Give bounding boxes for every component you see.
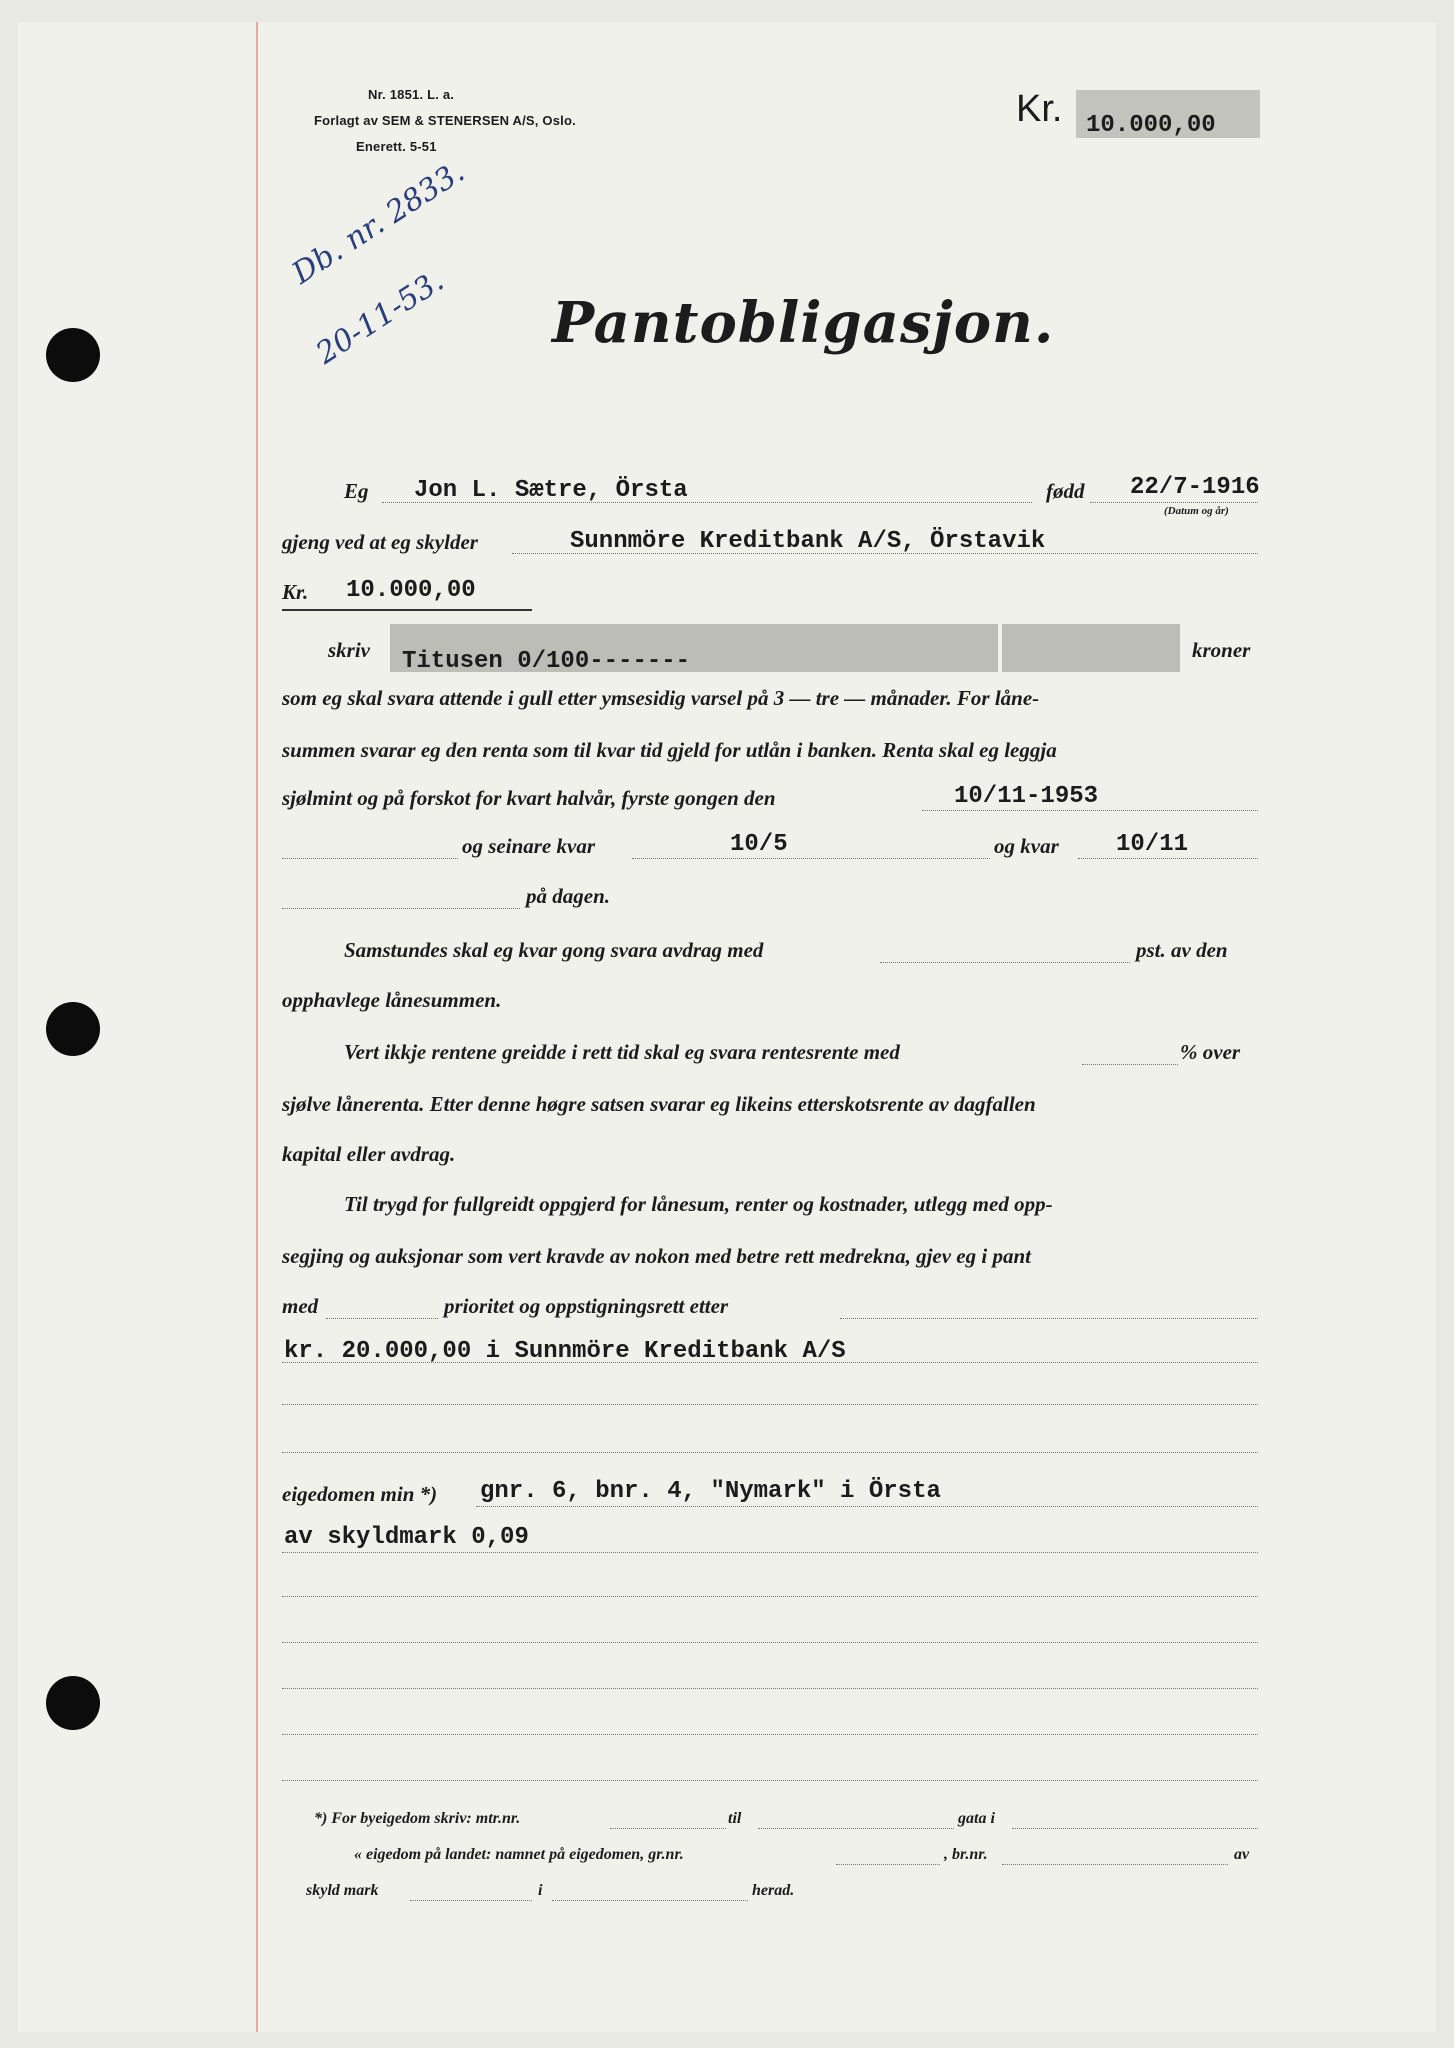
handwritten-register-date: 20-11-53. xyxy=(310,263,451,372)
security-line-3-suffix: prioritet og oppstigningsrett etter xyxy=(444,1294,729,1318)
copyright-line: Enerett. 5-51 xyxy=(356,139,437,154)
priority-fill-line xyxy=(326,1318,438,1319)
installments-fill-line xyxy=(880,962,1130,963)
repayment-line-5: på dagen. xyxy=(526,884,610,908)
repayment-line-4: og seinare kvar xyxy=(462,834,595,858)
property-fill-line xyxy=(476,1506,1258,1507)
header-amount-value: 10.000,00 xyxy=(1086,112,1216,139)
penalty-line-3: kapital eller avdrag. xyxy=(282,1142,456,1166)
blank-fill-line xyxy=(282,1404,1258,1405)
installments-line-1: Samstundes skal eg kvar gong svara avdrag med xyxy=(344,938,764,962)
footnote-fill-line xyxy=(610,1828,726,1829)
margin-rule xyxy=(256,22,258,2032)
amount-words-value: Titusen 0/100------- xyxy=(402,648,691,675)
footnote-fill-line xyxy=(758,1828,954,1829)
blank-fill-line xyxy=(282,1780,1258,1781)
repayment-line-2: summen svarar eg den renta som til kvar tid gjeld for utlån i banken. Renta skal eg leggja xyxy=(282,738,1057,762)
creditor-name: Sunnmöre Kreditbank A/S, Örstavik xyxy=(570,528,1046,555)
date-a-fill-line xyxy=(632,858,990,859)
footnote-line-3-c: herad. xyxy=(752,1882,795,1899)
footnote-line-3: skyld mark xyxy=(306,1882,379,1899)
security-line-2: segjing og auksjonar som vert kravde av nokon med betre rett medrekna, gjev eg i pant xyxy=(282,1244,1031,1268)
publisher-line: Forlagt av SEM & STENERSEN A/S, Oslo. xyxy=(314,113,576,128)
repayment-and-each: og kvar xyxy=(994,834,1059,858)
footnote-line-2: « eigedom på landet: namnet på eigedomen, gr.nr. xyxy=(354,1846,684,1863)
penalty-line-1: Vert ikkje rentene greidde i rett tid skal eg svara rentesrente med xyxy=(344,1040,900,1064)
repayment-fill-line xyxy=(282,858,458,859)
born-date: 22/7-1916 xyxy=(1130,474,1260,501)
born-date-hint: (Datum og år) xyxy=(1164,505,1229,517)
property-label: eigedomen min *) xyxy=(282,1482,438,1506)
loan-amount-label: Kr. xyxy=(282,580,309,604)
footnote-fill-line xyxy=(410,1900,532,1901)
penalty-suffix: % over xyxy=(1180,1040,1241,1064)
born-fill-line xyxy=(1090,502,1258,503)
creditor-prefix: gjeng ved at eg skylder xyxy=(282,530,478,554)
footnote-fill-line xyxy=(1002,1864,1228,1865)
form-number: Nr. 1851. L. a. xyxy=(368,87,455,102)
blank-fill-line xyxy=(282,1688,1258,1689)
handwritten-register-number: Db. nr. 2833. xyxy=(286,154,471,292)
property-fill-line xyxy=(282,1552,1258,1553)
later-date-a: 10/5 xyxy=(730,831,788,858)
repayment-line-1: som eg skal svara attende i gull etter ymsesidig varsel på 3 — tre — månader. For låne- xyxy=(282,686,1040,710)
footnote-fill-line xyxy=(836,1864,940,1865)
footnote-line-1-b: til xyxy=(728,1810,742,1827)
footnote-line-2-c: av xyxy=(1234,1846,1250,1863)
footnote-line-1: *) For byeigedom skriv: mtr.nr. xyxy=(314,1810,521,1827)
first-date-fill-line xyxy=(922,810,1258,811)
punch-hole xyxy=(46,1676,100,1730)
footnote-fill-line xyxy=(552,1900,748,1901)
amount-words-label: skriv xyxy=(328,638,370,662)
first-interest-date: 10/11-1953 xyxy=(954,783,1099,810)
property-line-2: av skyldmark 0,09 xyxy=(284,1524,529,1551)
date-b-fill-line xyxy=(1078,858,1258,859)
later-date-b: 10/11 xyxy=(1116,831,1189,858)
footnote-line-3-b: i xyxy=(538,1882,543,1899)
prior-claim: kr. 20.000,00 i Sunnmöre Kreditbank A/S xyxy=(284,1338,846,1365)
amount-words-suffix: kroner xyxy=(1192,638,1251,662)
born-label: fødd xyxy=(1046,479,1085,503)
security-line-3: med xyxy=(282,1294,319,1318)
blank-fill-line xyxy=(282,1596,1258,1597)
blank-fill-line xyxy=(282,1734,1258,1735)
punch-hole xyxy=(46,328,100,382)
penalty-line-2: sjølve lånerenta. Etter denne høgre satsen svarar eg likeins etterskotsrente av dagfallen xyxy=(282,1092,1036,1116)
footnote-line-2-b: , br.nr. xyxy=(944,1846,988,1863)
page-title: Pantobligasjon. xyxy=(552,290,1055,356)
footnote-fill-line xyxy=(1012,1828,1258,1829)
penalty-fill-line xyxy=(1082,1064,1178,1065)
debtor-name: Jon L. Sætre, Örsta xyxy=(414,477,688,504)
header-amount-label: Kr. xyxy=(1016,88,1063,130)
repayment-line-3: sjølmint og på forskot for kvart halvår, fyrste gongen den xyxy=(282,786,776,810)
after-fill-line xyxy=(840,1318,1258,1319)
property-line-1: gnr. 6, bnr. 4, "Nymark" i Örsta xyxy=(480,1478,941,1505)
day-fill-line xyxy=(282,908,520,909)
loan-amount-value: 10.000,00 xyxy=(346,577,476,604)
blank-fill-line xyxy=(282,1452,1258,1453)
footnote-line-1-c: gata i xyxy=(958,1810,995,1827)
amount-words-bar-end xyxy=(1002,624,1180,672)
debtor-prefix: Eg xyxy=(344,479,369,503)
loan-amount-underline xyxy=(282,609,532,611)
installments-line-2: opphavlege lånesummen. xyxy=(282,988,502,1012)
security-line-1: Til trygd for fullgreidt oppgjerd for lånesum, renter og kostnader, utlegg med opp- xyxy=(344,1192,1053,1216)
installments-suffix: pst. av den xyxy=(1136,938,1228,962)
punch-hole xyxy=(46,1002,100,1056)
blank-fill-line xyxy=(282,1642,1258,1643)
prior-claim-fill-line xyxy=(282,1362,1258,1363)
